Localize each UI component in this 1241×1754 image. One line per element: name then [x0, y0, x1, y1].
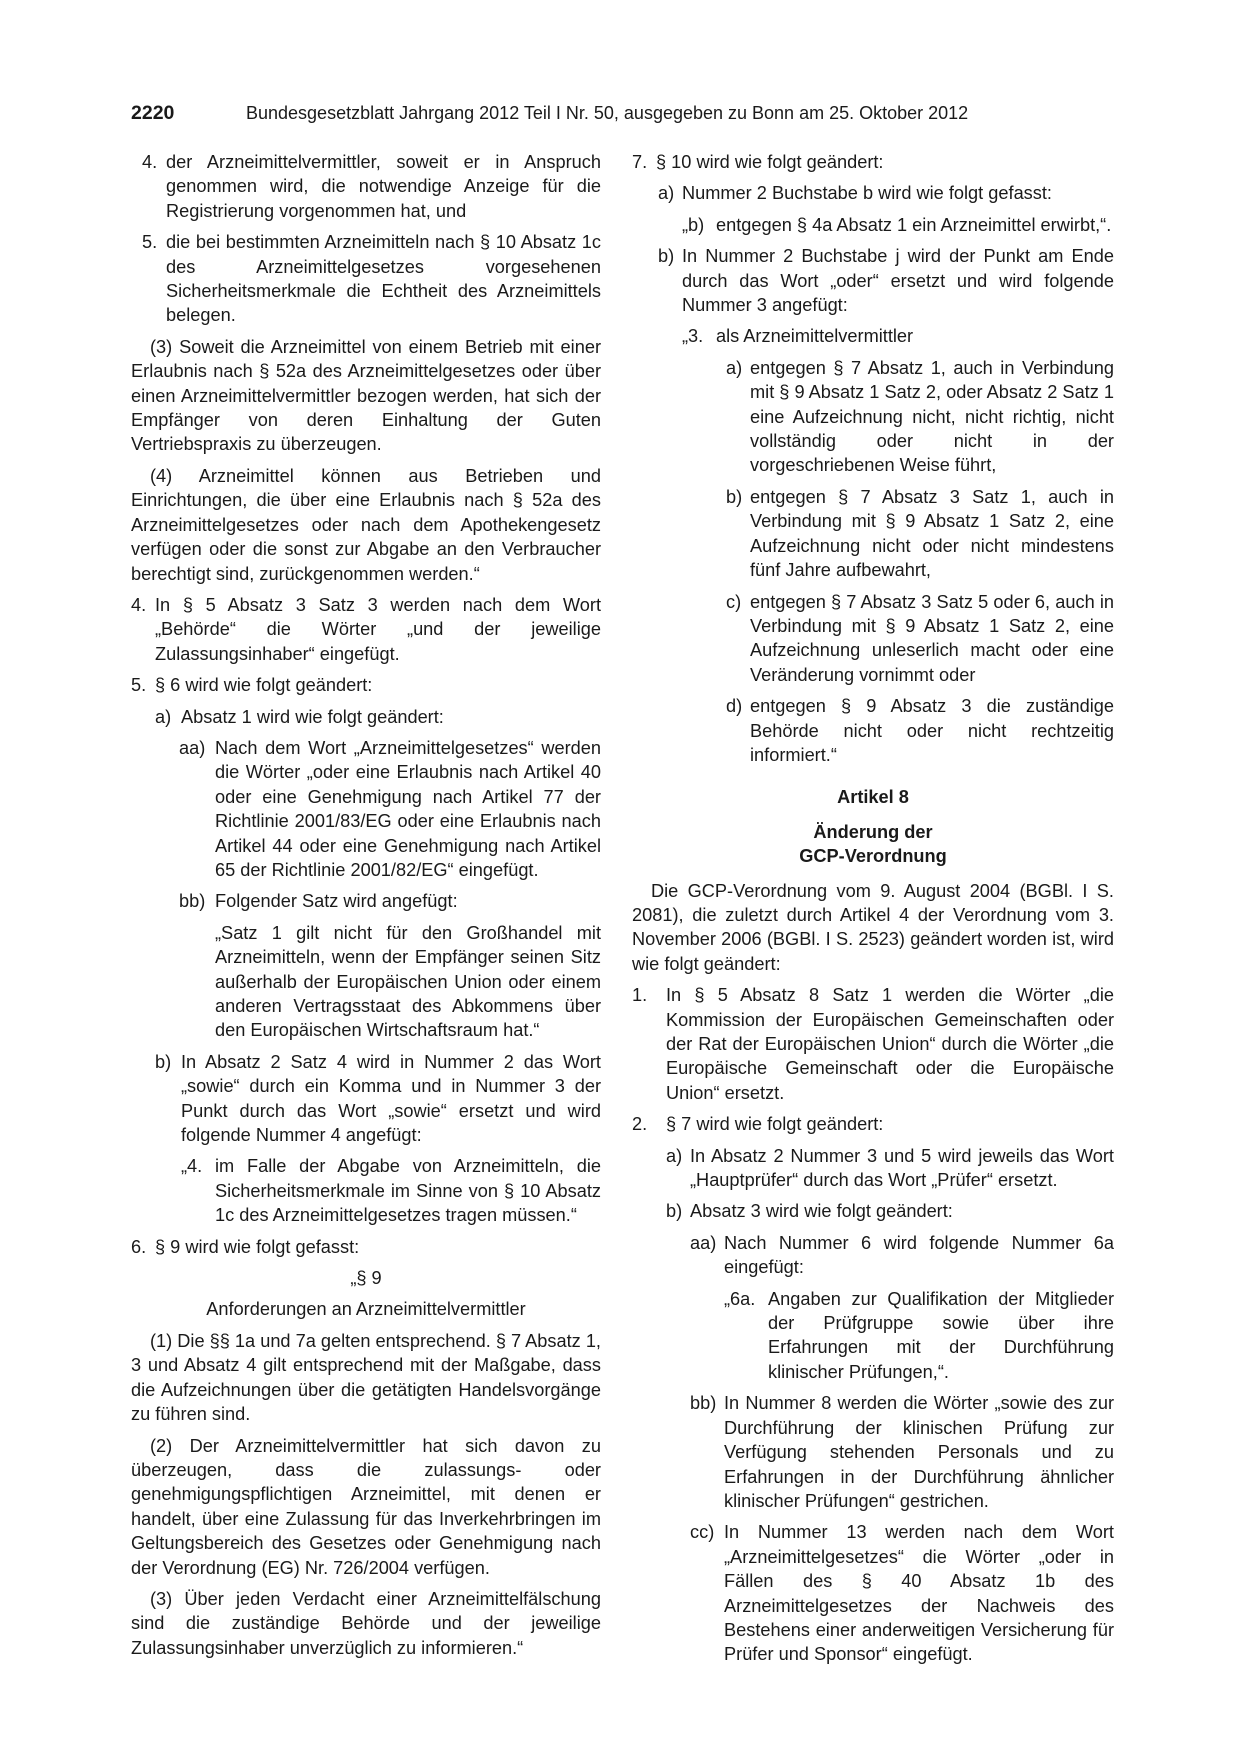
paragraph-4: (4) Arzneimittel können aus Betrieben und Einrichtungen, die über eine Erlaubnis nach § 52a des Arzneimittelgesetzes oder nach dem Apothekengesetz verfügen oder die sonst zur Abgabe an den Verbraucher berechtigt sind, zurückgenommen werden.“: [131, 465, 601, 584]
article-8-heading: [632, 785, 1114, 868]
amendment-5b-quote: „4. im Falle der Abgabe von Arzneimitteln, die Sicherheitsmerkmale im Sinne von § 10 Absatz 1c des Arzneimittelgesetzes tragen müssen.“: [181, 1156, 601, 1226]
amendment-6: 6. § 9 wird wie folgt gefasst:: [131, 1236, 360, 1257]
paragraph-3: (3) Soweit die Arzneimittel von einem Betrieb mit einer Erlaubnis nach § 52a des Arzneimittelgesetzes oder über einen Arzneimittelvermittler bezogen werden, hat sich der Empfänger von deren Einhaltung der Guten Vertriebspraxis zu überzeugen.: [131, 336, 601, 455]
amendment-5a: a) Absatz 1 wird wie folgt geändert:: [155, 706, 444, 727]
page-header: [131, 101, 1001, 129]
article-8-item-1: 1. In § 5 Absatz 8 Satz 1 werden die Wörter „die Kommission der Europäischen Gemeinschaften oder der Rat der Europäischen Union“ durch die Wörter „die Europäische Gemeinschaft oder die Europäische Union“ ersetzt.: [632, 985, 1114, 1103]
article-8-item-2a: a) In Absatz 2 Nummer 3 und 5 wird jeweils das Wort „Hauptprüfer“ durch das Wort „Prüfer“ ersetzt.: [666, 1145, 1114, 1191]
article-8-title: Artikel 8: [837, 787, 909, 808]
amendment-7a-quote: „b) entgegen § 4a Absatz 1 ein Arzneimittel erwirbt,“.: [682, 214, 1112, 235]
article-8-item-2b-aa-quote: „6a. Angaben zur Qualifikation der Mitglieder der Prüfgruppe sowie über ihre Erfahrungen mit der Durchführung klinischer Prüfungen,“.: [724, 1288, 1114, 1382]
list-item-5: 5. die bei bestimmten Arzneimitteln nach § 10 Absatz 1c des Arzneimittelgesetzes vorgesehenen Sicherheitsmerkmale die Echtheit des Arzneimittels belegen.: [142, 232, 601, 326]
quote-item-d: d) entgegen § 9 Absatz 3 die zuständige Behörde nicht oder nicht rechtzeitig informiert.“: [726, 696, 1114, 765]
article-8-intro: Die GCP-Verordnung vom 9. August 2004 (BGBl. I S. 2081), die zuletzt durch Artikel 4 der Verordnung vom 3. November 2006 (BGBl. I S. 2523) geändert worden ist, wird wie folgt geändert:: [632, 880, 1114, 974]
right-column: [632, 150, 1114, 1710]
article-8-item-2b-aa: aa) Nach Nummer 6 wird folgende Nummer 6a eingefügt:: [690, 1232, 1114, 1278]
amendment-5a-bb: bb) Folgender Satz wird angefügt:: [179, 891, 458, 912]
section-9-title: „§ 9: [350, 1268, 382, 1289]
quote-item-c: c) entgegen § 7 Absatz 3 Satz 5 oder 6, auch in Verbindung mit § 9 Absatz 1 Satz 2, eine Aufzeichnung unleserlich macht oder eine Veränderung vornimmt oder: [726, 591, 1114, 685]
article-8-item-2b: b) Absatz 3 wird wie folgt geändert:: [666, 1201, 953, 1222]
amendment-5: 5. § 6 wird wie folgt geändert:: [131, 675, 373, 696]
amendment-7b: b) In Nummer 2 Buchstabe j wird der Punkt am Ende durch das Wort „oder“ ersetzt und wird folgende Nummer 3 angefügt:: [658, 246, 1114, 316]
article-8-item-2b-bb: bb) In Nummer 8 werden die Wörter „sowie des zur Durchführung der klinischen Prüfung zur Verfügung stehenden Personals und zu Erfahrungen in der Durchführung ähnlicher klinischer Prüfungen“ gestrichen.: [690, 1393, 1114, 1511]
article-8-item-2: 2. § 7 wird wie folgt geändert:: [632, 1114, 884, 1135]
page-number: 2220: [131, 102, 175, 124]
section-9-subtitle: Anforderungen an Arzneimittelvermittler: [206, 1299, 526, 1320]
article-8-subtitle-2: GCP-Verordnung: [799, 846, 947, 867]
left-column: [131, 150, 601, 1710]
section-9-paragraph-1: (1) Die §§ 1a und 7a gelten entsprechend. § 7 Absatz 1, 3 und Absatz 4 gilt entsprechend mit der Maßgabe, dass die Aufzeichnungen über die getätigten Handelsvorgänge zu führen sind.: [131, 1330, 601, 1425]
header-title: Bundesgesetzblatt Jahrgang 2012 Teil I Nr. 50, ausgegeben zu Bonn am 25. Oktober 2012: [246, 103, 969, 123]
amendment-5b: b) In Absatz 2 Satz 4 wird in Nummer 2 das Wort „sowie“ durch ein Komma und in Nummer 3 der Punkt durch das Wort „sowie“ ersetzt und wird folgende Nummer 4 angefügt:: [155, 1051, 601, 1146]
amendment-5a-aa: aa) Nach dem Wort „Arzneimittelgesetzes“ werden die Wörter „oder eine Erlaubnis nach Artikel 40 oder eine Genehmigung nach Artikel 77 der Richtlinie 2001/83/EG oder eine Erlaubnis nach Artikel 44 oder eine Genehmigung nach Artikel 65 der Richtlinie 2001/82/EG“ eingefügt.: [179, 737, 601, 880]
amendment-4: 4. In § 5 Absatz 3 Satz 3 werden nach dem Wort „Behörde“ die Wörter „und der jeweilige Zulassungsinhaber“ eingefügt.: [131, 594, 601, 664]
quote-item-b: b) entgegen § 7 Absatz 3 Satz 1, auch in Verbindung mit § 9 Absatz 1 Satz 2, eine Aufzeichnung nicht oder nicht mindestens fünf Jahre aufbewahrt,: [726, 486, 1114, 581]
amendment-5a-bb-quote: „Satz 1 gilt nicht für den Großhandel mit Arzneimitteln, wenn der Empfänger seinen Sitz außerhalb der Europäischen Union oder einem anderen Vertragsstaat des Abkommens über den Europäischen Wirtschaftsraum hat.“: [215, 922, 601, 1041]
amendment-7a: a) Nummer 2 Buchstabe b wird wie folgt gefasst:: [658, 183, 1052, 204]
list-item-4: 4. der Arzneimittelvermittler, soweit er in Anspruch genommen wird, die notwendige Anzeige für die Registrierung vorgenommen hat, und: [142, 152, 601, 221]
amendment-7: 7. § 10 wird wie folgt geändert:: [632, 152, 884, 172]
quote-item-a: a) entgegen § 7 Absatz 1, auch in Verbindung mit § 9 Absatz 1 Satz 2, oder Absatz 2 Satz 1 eine Aufzeichnung nicht, nicht richtig, nicht vollständig oder nicht in der vorgeschriebenen Weise führt,: [726, 357, 1114, 476]
article-8-subtitle-1: Änderung der: [813, 821, 933, 842]
amendment-7b-quote: „3. als Arzneimittelvermittler: [682, 326, 914, 347]
section-9-paragraph-2: (2) Der Arzneimittelvermittler hat sich davon zu überzeugen, dass die zulassungs- oder genehmigungspflichtigen Arzneimittel, mit denen er handelt, über eine Zulassung für das Inverkehrbringen im Geltungsbereich des Gesetzes oder Genehmigung nach der Verordnung (EG) Nr. 726/2004 verfügen.: [131, 1435, 601, 1578]
article-8-item-2b-cc: cc) In Nummer 13 werden nach dem Wort „Arzneimittelgesetzes“ die Wörter „oder in Fällen des § 40 Absatz 1b des Arzneimittelgesetzes der Nachweis des Bestehens einer anderweitigen Versicherung für Prüfer und Sponsor“ eingefügt.: [690, 1522, 1114, 1665]
section-9-paragraph-3: (3) Über jeden Verdacht einer Arzneimittelfälschung sind die zuständige Behörde und der jeweilige Zulassungsinhaber unverzüglich zu informieren.“: [131, 1588, 601, 1658]
